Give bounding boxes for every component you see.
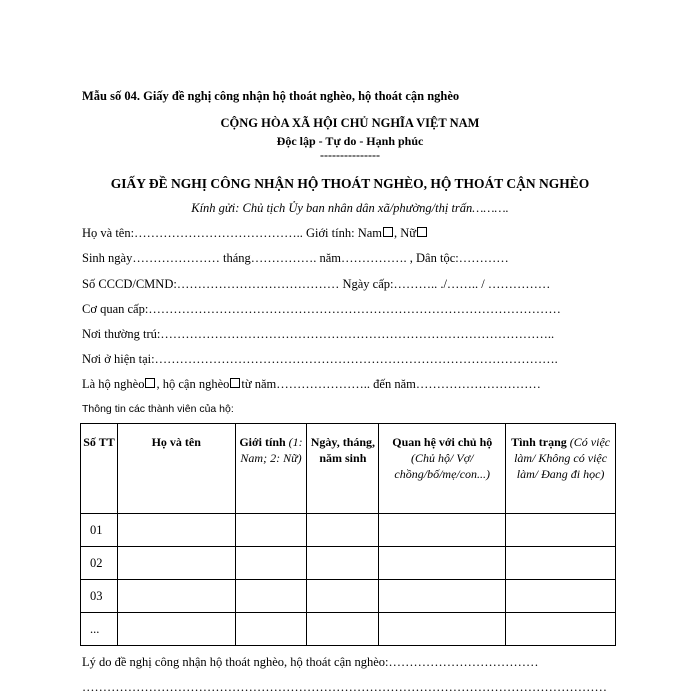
id-line: Số CCCD/CMND:………………………………… Ngày cấp:……….. ./…….. / …………… [82, 277, 551, 291]
reason-line-2: ……………………………………………………………………………………………………………… [82, 680, 607, 694]
name-gender-line [82, 226, 428, 241]
cell-relation[interactable] [379, 547, 506, 580]
row-number: 01 [81, 514, 118, 547]
document-title: GIẤY ĐỀ NGHỊ CÔNG NHẬN HỘ THOÁT NGHÈO, HỘ THOÁT CẬN NGHÈO [110, 176, 590, 191]
cell-status[interactable] [506, 580, 616, 613]
cell-status[interactable] [506, 613, 616, 646]
checkbox-male[interactable] [383, 227, 393, 237]
female-label: , Nữ [394, 226, 417, 240]
cell-relation[interactable] [379, 580, 506, 613]
header-relation: Quan hệ với chủ hộ (Chủ hộ/ Vợ/ chồng/bố/mẹ/con...) [379, 424, 506, 514]
cell-gender[interactable] [235, 514, 307, 547]
form-code: Mẫu số 04. Giấy đề nghị công nhận hộ thoát nghèo, hộ thoát cận nghèo [82, 89, 460, 103]
issuer-line: Cơ quan cấp:……………………………………………………………………………………… [82, 302, 561, 316]
separator: --------------- [320, 148, 380, 162]
residence-line: Nơi thường trú:………………………………………………………………………………….. [82, 327, 555, 341]
cell-dob[interactable] [307, 580, 379, 613]
header-gender: Giới tính (1: Nam; 2: Nữ) [235, 424, 307, 514]
motto: Độc lập - Tự do - Hạnh phúc [276, 134, 424, 148]
poor-label: Là hộ nghèo [82, 377, 145, 391]
members-table [80, 423, 616, 646]
checkbox-poor[interactable] [145, 378, 155, 388]
table-row [81, 580, 616, 613]
cell-name[interactable] [117, 547, 235, 580]
cell-gender[interactable] [235, 580, 307, 613]
birth-line: Sinh ngày………………… tháng……………. năm……………. , Dân tộc:………… [82, 251, 509, 265]
cell-gender[interactable] [235, 613, 307, 646]
name-label: Họ và tên:………………………………….. Giới tính: Nam [82, 226, 382, 240]
header-dob: Ngày, tháng, năm sinh [307, 424, 379, 514]
checkbox-female[interactable] [417, 227, 427, 237]
national-title: CỘNG HÒA XÃ HỘI CHỦ NGHĨA VIỆT NAM [220, 116, 480, 130]
reason-line: Lý do đề nghị công nhận hộ thoát nghèo, hộ thoát cận nghèo:……………………………… [82, 655, 539, 669]
year-range-label: từ năm………………….. đến năm………………………… [241, 377, 541, 391]
cell-gender[interactable] [235, 547, 307, 580]
table-row [81, 547, 616, 580]
recipient-line: Kính gửi: Chủ tịch Ủy ban nhân dân xã/phường/thị trấn………. [191, 201, 509, 215]
table-row [81, 514, 616, 547]
row-number: 02 [81, 547, 118, 580]
cell-relation[interactable] [379, 613, 506, 646]
header-no: Số TT [81, 424, 118, 514]
checkbox-near-poor[interactable] [230, 378, 240, 388]
cell-dob[interactable] [307, 514, 379, 547]
cell-name[interactable] [117, 514, 235, 547]
cell-status[interactable] [506, 547, 616, 580]
cell-dob[interactable] [307, 547, 379, 580]
cell-relation[interactable] [379, 514, 506, 547]
current-address-line: Nơi ở hiện tại:……………………………………………………………………………………. [82, 352, 558, 366]
near-poor-label: , hộ cận nghèo [156, 377, 230, 391]
household-status-line [82, 377, 541, 392]
header-name: Họ và tên [117, 424, 235, 514]
members-label: Thông tin các thành viên của hộ: [82, 403, 234, 415]
table-row [81, 613, 616, 646]
header-status: Tình trạng (Có việc làm/ Không có việc làm/ Đang đi học) [506, 424, 616, 514]
cell-status[interactable] [506, 514, 616, 547]
row-number: 03 [81, 580, 118, 613]
cell-dob[interactable] [307, 613, 379, 646]
table-header-row [81, 424, 616, 514]
row-number: ... [81, 613, 118, 646]
cell-name[interactable] [117, 580, 235, 613]
cell-name[interactable] [117, 613, 235, 646]
